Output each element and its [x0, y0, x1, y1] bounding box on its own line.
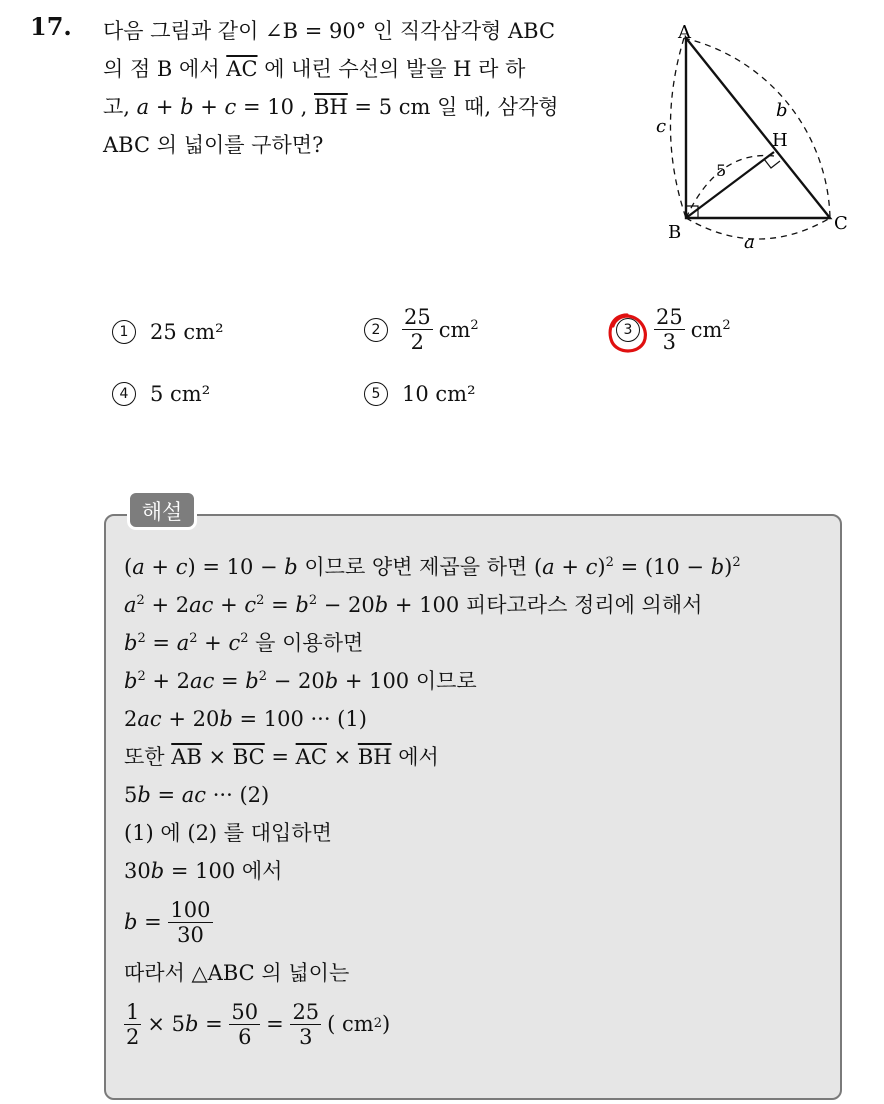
solution-content	[124, 548, 836, 1056]
solution-line-10: b = $\frac{100}{30}$	[124, 897, 211, 947]
choice-2-number-icon: 2	[364, 318, 388, 342]
choice-5-number-icon: 5	[364, 382, 388, 406]
label-side-b: b	[776, 100, 788, 121]
fraction-50-6: $\frac{50}{6}$	[231, 999, 259, 1049]
triangle-figure	[648, 20, 858, 260]
choice-1-number-icon: 1	[112, 320, 136, 344]
choice-2[interactable]	[364, 305, 479, 354]
solution-line-11: 따라서 △ABC 의 넓이는	[124, 961, 350, 985]
fraction-100-30: $\frac{100}{30}$	[170, 897, 211, 947]
solution-line-7: 5b = ac ··· (2)	[124, 783, 270, 807]
label-a-vertex: A	[678, 22, 691, 43]
solution-line-1: (a + c) = 10 − b 이므로 양변 제곱을 하면 $(a + c)^2 = (10 - b)^2$	[124, 555, 741, 579]
solution-line-5: 2ac + 20b = 100 ··· (1)	[124, 707, 367, 731]
choice-3-number-icon: 3	[616, 318, 640, 342]
fraction-1-2: $\frac{1}{2}$	[126, 999, 140, 1049]
label-bh-length: 5	[716, 161, 727, 180]
choice-2-unit: $cm^2$	[438, 317, 479, 342]
choice-5-text: 10 cm²	[402, 382, 476, 406]
choice-3-numerator: 25	[656, 305, 683, 329]
choice-5[interactable]	[364, 382, 476, 406]
label-b-vertex: B	[668, 222, 682, 243]
choice-1-text: 25 cm²	[150, 320, 224, 344]
solution-line-6: 또한 $\overline{AB} \times \overline{BC} = \overline{AC} \times \overline{BH}$ 에서	[124, 745, 439, 769]
solution-line-9: 30b = 100 에서	[124, 859, 283, 883]
label-h-point: H	[772, 130, 788, 151]
choice-3-unit: $cm^2$	[690, 317, 731, 342]
choice-1[interactable]	[112, 320, 224, 344]
question-line-4: ABC 의 넓이를 구하면?	[103, 133, 324, 157]
fraction-25-3: $\frac{25}{3}$	[292, 999, 320, 1049]
question-line-1: 다음 그림과 같이 ∠B = 90° 인 직각삼각형 ABC	[103, 19, 556, 43]
answer-circle-mark	[604, 310, 650, 356]
label-side-c: c	[656, 116, 667, 137]
choice-3-fraction	[654, 305, 685, 354]
label-side-a: a	[744, 232, 755, 253]
label-c-vertex: C	[834, 213, 848, 234]
choice-2-fraction	[402, 305, 433, 354]
question-line-2: 의 점 B 에서 $\overline{AC}$ 에 내린 수선의 발을 H 라 하	[103, 57, 526, 81]
choice-2-denominator: 2	[410, 330, 425, 354]
solution-line-2: $a^2 + 2ac + c^2 = b^2 - 20b + 100$ 피타고라스 정리에 의해서	[124, 593, 703, 617]
solution-line-8: (1) 에 (2) 를 대입하면	[124, 821, 332, 845]
choice-4-text: 5 cm²	[150, 382, 211, 406]
choice-4-number-icon: 4	[112, 382, 136, 406]
choice-2-numerator: 25	[404, 305, 431, 329]
choice-3-denominator: 3	[662, 330, 677, 354]
solution-line-12: $\frac{1}{2}$ × 5 b = $\frac{50}{6}$ = $\frac{25}{3}$ ( cm 2 )	[126, 999, 391, 1049]
question-line-3: 고, a + b + c = 10 , $\overline{BH} = 5$ cm 일 때, 삼각형	[103, 95, 559, 119]
solution-tag: 해설	[127, 490, 197, 530]
solution-line-3: $b^2 = a^2 + c^2$ 을 이용하면	[124, 631, 364, 655]
question-text	[103, 12, 623, 164]
question-number: 17.	[30, 12, 72, 41]
solution-line-4: $b^2 + 2ac = b^2 - 20b + 100$ 이므로	[124, 669, 477, 693]
choice-4[interactable]	[112, 382, 210, 406]
